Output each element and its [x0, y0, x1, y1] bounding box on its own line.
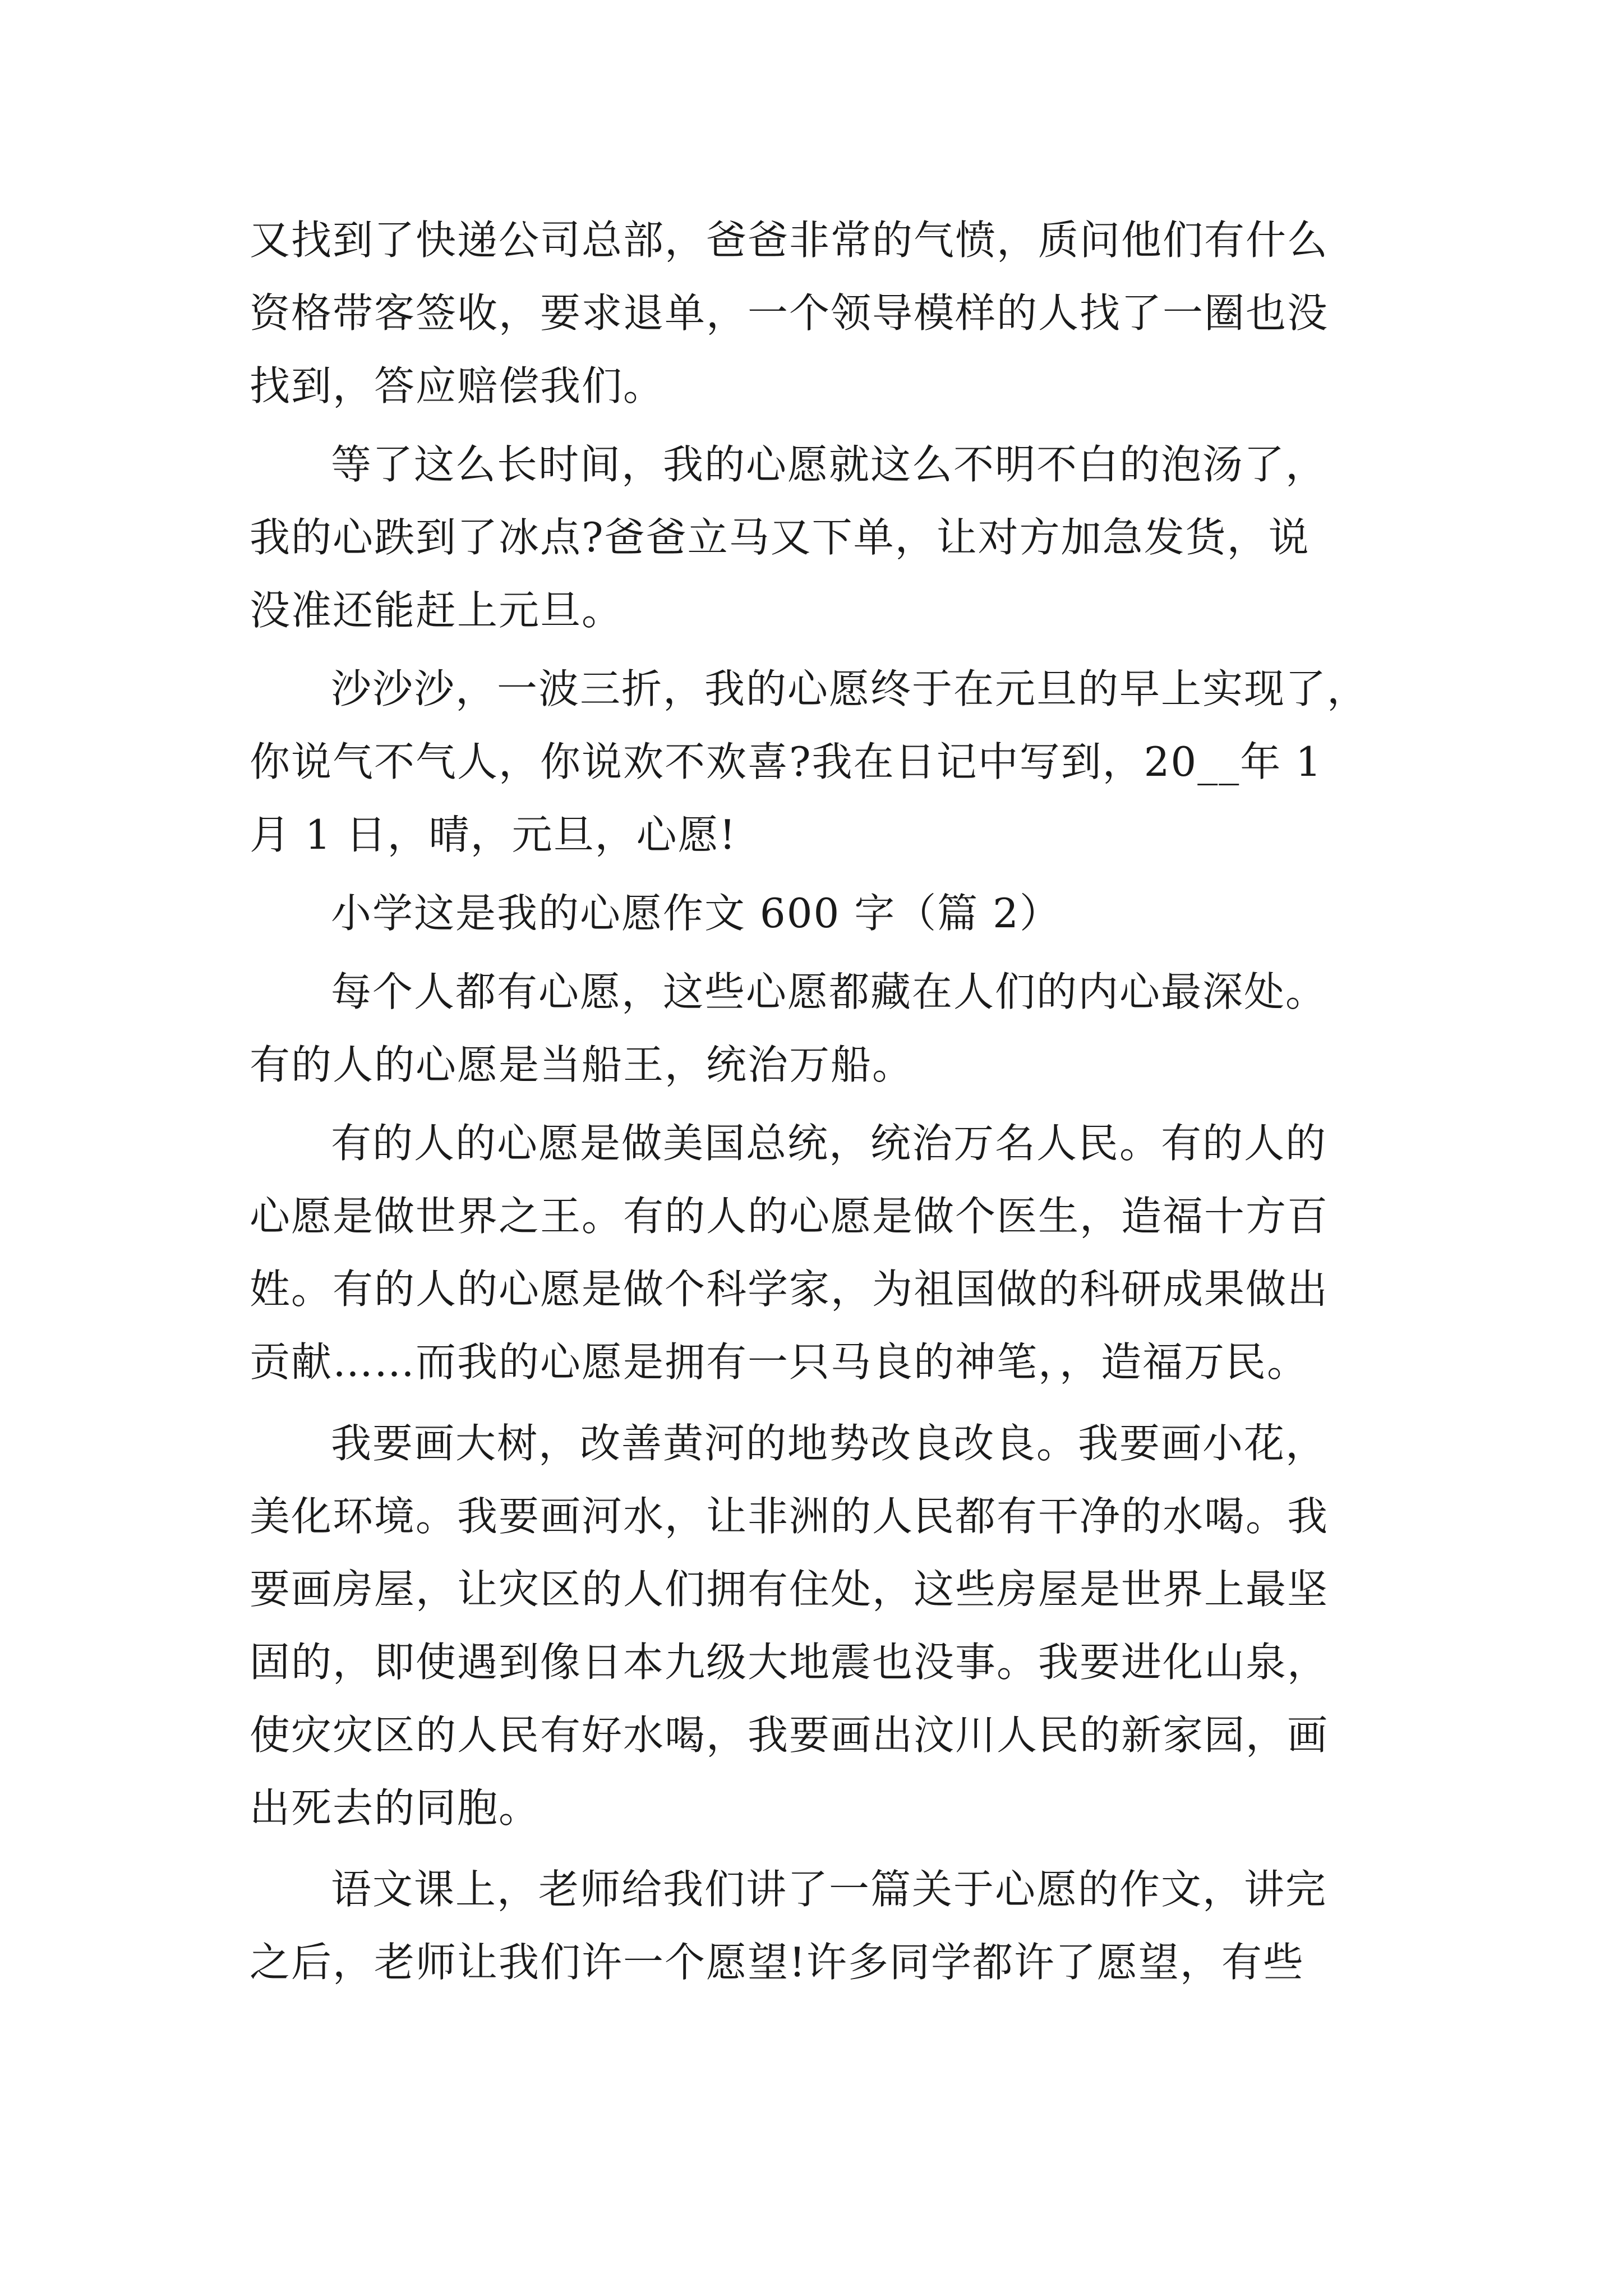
paragraph-start-line: 等了这么长时间，我的心愿就这么不明不白的泡汤了，	[331, 441, 1327, 488]
text-line: 姓。有的人的心愿是做个科学家，为祖国做的科研成果做出	[250, 1266, 1329, 1313]
text-line: 有的人的心愿是当船王，统治万船。	[250, 1041, 914, 1088]
text-line: 心愿是做世界之王。有的人的心愿是做个医生，造福十方百	[250, 1193, 1329, 1240]
text-line: 要画房屋，让灾区的人们拥有住处，这些房屋是世界上最坚	[250, 1566, 1329, 1613]
text-line: 固的，即使遇到像日本九级大地震也没事。我要进化山泉，	[250, 1639, 1329, 1686]
text-line: 使灾灾区的人民有好水喝，我要画出汶川人民的新家园，画	[250, 1711, 1329, 1759]
paragraph-start-line: 沙沙沙，一波三折，我的心愿终于在元旦的早上实现了，	[331, 665, 1369, 712]
text-line: 贡献……而我的心愿是拥有一只马良的神笔，，造福万民。	[250, 1338, 1309, 1386]
text-line: 我的心跌到了冰点?爸爸立马又下单，让对方加急发货，说	[250, 514, 1310, 561]
text-line: 月 1 日，晴，元旦，心愿!	[250, 811, 737, 858]
paragraph-start-line: 语文课上，老师给我们讲了一篇关于心愿的作文，讲完	[331, 1866, 1327, 1913]
paragraph-start-line: 每个人都有心愿，这些心愿都藏在人们的内心最深处。	[331, 968, 1327, 1015]
text-line: 美化环境。我要画河水，让非洲的人民都有干净的水喝。我	[250, 1493, 1329, 1540]
paragraph-start-line: 有的人的心愿是做美国总统，统治万名人民。有的人的	[331, 1120, 1327, 1167]
text-line: 没准还能赶上元旦。	[250, 587, 624, 634]
text-line: 之后，老师让我们许一个愿望!许多同学都许了愿望，有些	[250, 1939, 1304, 1986]
section-heading: 小学这是我的心愿作文 600 字（篇 2）	[331, 890, 1061, 937]
text-line: 又找到了快递公司总部，爸爸非常的气愤，质问他们有什么	[250, 217, 1329, 264]
text-line: 资格带客签收，要求退单，一个领导模样的人找了一圈也没	[250, 289, 1329, 337]
text-line: 找到，答应赔偿我们。	[250, 362, 665, 409]
text-line: 出死去的同胞。	[250, 1784, 541, 1832]
text-line: 你说气不气人，你说欢不欢喜?我在日记中写到，20__年 1	[250, 738, 1322, 785]
paragraph-start-line: 我要画大树，改善黄河的地势改良改良。我要画小花，	[331, 1420, 1327, 1467]
